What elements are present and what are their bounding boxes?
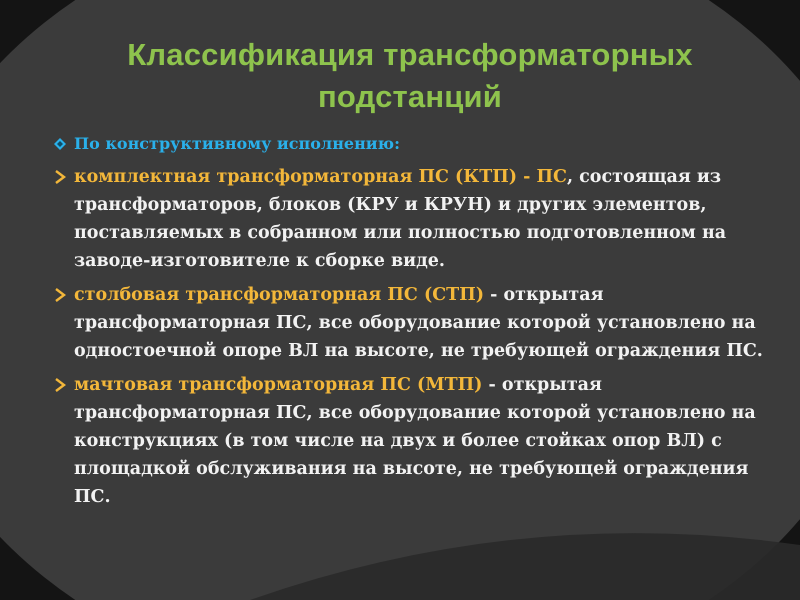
arrow-bullet-icon [52,281,68,309]
item-highlight: комплектная трансформаторная ПС (КТП) - ПС [74,167,567,187]
arrow-bullet-icon [52,163,68,191]
item-highlight: столбовая трансформаторная ПС (СТП) [74,285,484,305]
list-item [50,371,772,511]
list-item [50,163,772,275]
item-text: - открытая трансформаторная ПС, все оборудование которой установлено на одностоечной опоре ВЛ на высоте, не требующей ограждения ПС. [74,285,763,361]
list-item [50,281,772,365]
intro-item [50,130,772,158]
arrow-bullet-icon [52,371,68,399]
item-text: - открытая трансформаторная ПС, все оборудование которой установлено на конструкциях (в том числе на двух и более стойках опор ВЛ) с площадкой обслуживания на высоте, не требующей ограждения ПС. [74,375,756,507]
slide-content [50,130,772,517]
slide-title: Классификация трансформаторных подстанций [127,37,693,114]
item-highlight: мачтовая трансформаторная ПС (МТП) [74,375,483,395]
intro-text: По конструктивному исполнению: [74,134,400,153]
item-text: , состоящая из трансформаторов, блоков (КРУ и КРУН) и других элементов, поставляемых в собранном или полностью подготовленном на заводе-изготовителе к сборке виде. [74,167,727,271]
diamond-bullet-icon [52,130,68,158]
